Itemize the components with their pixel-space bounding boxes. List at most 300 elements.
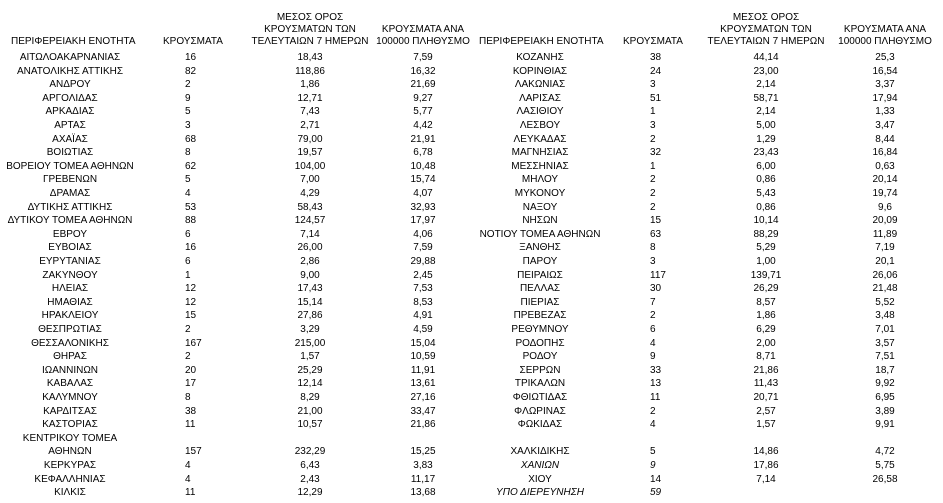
cases-cell: 33 [650, 364, 662, 376]
avg7-cell: 27,86 [297, 310, 323, 322]
rate-per-100k-cell: 32,93 [410, 201, 436, 213]
region-name-cell: ΡΕΘΥΜΝΟΥ [511, 324, 569, 335]
avg7-cell: 15,14 [297, 296, 323, 308]
cases-cell: 2 [185, 79, 191, 91]
cases-cell: 2 [650, 174, 656, 186]
avg7-cell: 8,71 [756, 351, 776, 363]
cases-cell: 2 [650, 188, 656, 199]
table-row [0, 364, 943, 377]
region-name-cell: ΗΛΕΙΑΣ [51, 283, 89, 295]
region-name-cell: ΜΗΛΟΥ [521, 174, 559, 186]
region-name-cell: ΛΑΡΙΣΑΣ [519, 92, 561, 104]
region-name-cell: ΛΑΣΙΘΙΟΥ [516, 106, 564, 118]
cases-cell: 117 [650, 269, 666, 281]
table-row [0, 160, 943, 173]
cases-cell: 4 [185, 460, 191, 471]
avg7-cell: 25,29 [297, 364, 323, 376]
table-row [0, 228, 943, 241]
region-name-cell: ΒΟΙΩΤΙΑΣ [46, 147, 94, 159]
cases-cell: 12 [185, 283, 197, 295]
region-name-cell: ΑΡΤΑΣ [54, 120, 86, 131]
rate-per-100k-cell: 13,61 [410, 378, 436, 390]
cases-cell: 3 [650, 256, 656, 267]
header-avg-left [245, 12, 375, 48]
cases-cell: 2 [185, 351, 191, 363]
table-row [0, 377, 943, 390]
avg7-cell: 9,00 [300, 269, 320, 281]
avg7-cell: 0,86 [756, 201, 776, 213]
table-row [0, 92, 943, 105]
cases-cell: 30 [650, 283, 662, 295]
avg7-cell: 19,57 [297, 147, 323, 159]
rate-per-100k-cell: 3,83 [413, 460, 433, 471]
avg7-cell: 6,43 [300, 460, 320, 471]
rate-per-100k-cell: 21,69 [410, 79, 436, 91]
header-region-line: ΠΕΡΙΦΕΡΕΙΑΚΗ ΕΝΟΤΗΤΑ [11, 36, 136, 47]
region-name-cell: ΚΟΖΑΝΗΣ [516, 52, 564, 63]
region-name-cell: ΘΕΣΣΑΛΟΝΙΚΗΣ [31, 337, 109, 349]
region-name-cell: ΒΟΡΕΙΟΥ ΤΟΜΕΑ ΑΘΗΝΩΝ [6, 160, 134, 172]
region-name-cell: ΧΑΛΚΙΔΙΚΗΣ [510, 446, 570, 458]
avg7-cell: 2,00 [756, 337, 776, 349]
avg7-cell: 1,86 [300, 79, 320, 91]
region-name-cell: ΗΜΑΘΙΑΣ [47, 296, 93, 308]
table-row [0, 146, 943, 159]
region-name-cell: ΕΒΡΟΥ [52, 228, 88, 240]
header-region-right [479, 36, 639, 48]
avg7-cell: 232,29 [294, 446, 326, 458]
table-row [0, 323, 943, 336]
region-name-cell: ΞΑΝΘΗΣ [519, 242, 561, 254]
header-rate-line-2: 100000 ΠΛΗΘΥΣΜΟ [376, 36, 470, 47]
cases-cell: 9 [650, 351, 656, 363]
region-name-cell: ΔΥΤΙΚΗΣ ΑΤΤΙΚΗΣ [27, 201, 113, 213]
rate-per-100k-cell: 3,57 [875, 337, 895, 349]
rate-per-100k-cell: 7,19 [875, 242, 895, 254]
rate-per-100k-cell: 15,04 [410, 337, 436, 349]
table-row [0, 78, 943, 91]
avg7-cell: 2,43 [300, 473, 320, 485]
rate-per-100k-cell: 26,06 [872, 269, 898, 281]
region-name-cell: ΓΡΕΒΕΝΩΝ [42, 174, 98, 186]
rate-per-100k-cell: 13,68 [410, 487, 436, 499]
cases-cell: 8 [185, 147, 191, 159]
cases-cell: 8 [650, 242, 656, 254]
rate-per-100k-cell: 6,95 [875, 392, 895, 403]
avg7-cell: 7,43 [300, 106, 320, 118]
region-name-cell: ΘΕΣΠΡΩΤΙΑΣ [38, 324, 102, 335]
cases-cell: 63 [650, 228, 662, 240]
header-region-left [11, 36, 171, 48]
header-avg-line-1: ΜΕΣΟΣ ΟΡΟΣ [732, 12, 800, 23]
region-name-cell: ΚΑΛΥΜΝΟΥ [42, 392, 98, 403]
rate-per-100k-cell: 9,27 [413, 92, 433, 104]
avg7-cell: 1,86 [756, 310, 776, 322]
cases-cell: 1 [650, 106, 656, 118]
rate-per-100k-cell: 16,32 [410, 65, 436, 77]
avg7-cell: 12,71 [297, 92, 323, 104]
rate-per-100k-cell: 5,77 [413, 106, 433, 118]
cases-cell: 24 [650, 65, 662, 77]
rate-per-100k-cell: 11,89 [872, 228, 898, 240]
region-name-cell: ΑΡΚΑΔΙΑΣ [45, 106, 95, 118]
avg7-cell: 215,00 [294, 337, 326, 349]
rate-per-100k-cell: 1,33 [875, 106, 895, 118]
region-name-cell: ΖΑΚΥΝΘΟΥ [42, 269, 98, 281]
cases-cell: 62 [185, 160, 197, 172]
cases-cell: 6 [185, 228, 191, 240]
region-name-cell: ΠΕΛΛΑΣ [519, 283, 561, 295]
avg7-cell: 1,29 [756, 133, 776, 145]
header-cases-right [618, 36, 688, 48]
region-name-cell: ΙΩΑΝΝΙΝΩΝ [41, 364, 99, 376]
rate-per-100k-cell: 7,01 [875, 324, 895, 335]
avg7-cell: 58,71 [753, 92, 779, 104]
region-name-cell: ΝΑΞΟΥ [522, 201, 558, 213]
cases-cell: 9 [185, 92, 191, 104]
avg7-cell: 139,71 [750, 269, 782, 281]
table-row [0, 119, 943, 132]
region-name-cell: ΝΟΤΙΟΥ ΤΟΜΕΑ ΑΘΗΝΩΝ [479, 228, 601, 240]
rate-per-100k-cell: 11,91 [410, 364, 436, 376]
region-name-cell: ΧΑΝΙΩΝ [520, 460, 560, 471]
table-row [0, 296, 943, 309]
header-rate-left [368, 24, 478, 48]
region-name-cell: ΠΡΕΒΕΖΑΣ [513, 310, 567, 322]
avg7-cell: 10,14 [753, 215, 779, 227]
region-name-cell: ΜΥΚΟΝΟΥ [514, 188, 566, 199]
table-row [0, 473, 943, 486]
region-name-cell: ΚΙΛΚΙΣ [54, 487, 86, 499]
rate-per-100k-cell: 27,16 [410, 392, 436, 403]
rate-per-100k-cell: 17,94 [872, 92, 898, 104]
avg7-cell: 4,29 [300, 188, 320, 199]
table-row [0, 418, 943, 431]
table-row [0, 405, 943, 418]
cases-cell: 38 [650, 52, 662, 63]
avg7-cell: 7,14 [300, 228, 320, 240]
rate-per-100k-cell: 7,59 [413, 52, 433, 63]
region-name-cell: ΑΝΑΤΟΛΙΚΗΣ ΑΤΤΙΚΗΣ [16, 65, 124, 77]
avg7-cell: 12,29 [297, 487, 323, 499]
cases-cell: 17 [185, 378, 197, 390]
rate-per-100k-cell: 5,75 [875, 460, 895, 471]
avg7-cell: 21,86 [753, 364, 779, 376]
avg7-cell: 23,00 [753, 65, 779, 77]
avg7-cell: 118,86 [295, 65, 325, 77]
region-name-cell: ΜΑΓΝΗΣΙΑΣ [511, 147, 569, 159]
cases-cell: 32 [650, 147, 662, 159]
region-name-cell: ΜΕΣΣΗΝΙΑΣ [511, 160, 569, 172]
avg7-cell: 21,00 [297, 405, 323, 417]
region-name-cell: ΕΥΡΥΤΑΝΙΑΣ [39, 256, 101, 267]
rate-per-100k-cell: 20,14 [872, 174, 898, 186]
cases-cell: 14 [650, 473, 662, 485]
avg7-cell: 20,71 [753, 392, 779, 403]
cases-cell: 15 [650, 215, 662, 227]
avg7-cell: 0,86 [756, 174, 776, 186]
header-avg-line-2: ΚΡΟΥΣΜΑΤΩΝ ΤΩΝ [720, 24, 812, 35]
rate-per-100k-cell: 7,53 [413, 283, 433, 295]
cases-cell: 3 [650, 120, 656, 131]
rate-per-100k-cell: 18,7 [875, 364, 895, 376]
header-avg-line-3: ΤΕΛΕΥΤΑΙΩΝ 7 ΗΜΕΡΩΝ [251, 36, 369, 47]
avg7-cell: 10,57 [297, 419, 323, 431]
avg7-cell: 12,14 [297, 378, 323, 390]
cases-cell: 13 [650, 378, 662, 390]
region-name-cell: ΠΑΡΟΥ [522, 256, 558, 267]
region-name-cell: ΦΛΩΡΙΝΑΣ [514, 405, 566, 417]
region-name-cell: ΠΕΙΡΑΙΩΣ [517, 269, 563, 281]
cases-cell: 8 [185, 392, 191, 403]
header-rate-line-1: ΚΡΟΥΣΜΑΤΑ ΑΝΑ [843, 24, 927, 35]
region-name-cell: ΚΕΡΚΥΡΑΣ [43, 460, 97, 471]
region-name-cell: ΥΠΟ ΔΙΕΡΕΥΝΗΣΗ [496, 487, 584, 499]
avg7-cell: 88,29 [753, 228, 779, 240]
region-name-cell: ΛΑΚΩΝΙΑΣ [514, 79, 566, 91]
region-name-cell: ΕΥΒΟΙΑΣ [48, 242, 92, 254]
table-row [0, 282, 943, 295]
avg7-cell: 17,86 [753, 460, 779, 471]
region-name-cell: ΣΕΡΡΩΝ [519, 364, 561, 376]
rate-per-100k-cell: 21,48 [872, 283, 898, 295]
cases-cell: 3 [185, 120, 191, 131]
region-name-cell: ΛΕΥΚΑΔΑΣ [513, 133, 567, 145]
cases-cell: 2 [650, 133, 656, 145]
table-row [0, 432, 943, 445]
avg7-cell: 26,00 [297, 242, 323, 254]
header-rate-line-2: 100000 ΠΛΗΘΥΣΜΟ [838, 36, 932, 47]
avg7-cell: 2,14 [756, 106, 776, 118]
region-name-cell: ΝΗΣΩΝ [522, 215, 558, 227]
rate-per-100k-cell: 2,45 [413, 269, 433, 281]
header-rate-right [829, 24, 941, 48]
rate-per-100k-cell: 20,09 [872, 215, 898, 227]
rate-per-100k-cell: 11,17 [410, 473, 436, 485]
header-cases-left [158, 36, 228, 48]
rate-per-100k-cell: 16,84 [872, 147, 898, 159]
cases-cell: 11 [185, 419, 196, 431]
table-row [0, 337, 943, 350]
avg7-cell: 1,57 [300, 351, 320, 363]
cases-cell: 3 [650, 79, 656, 91]
avg7-cell: 8,29 [300, 392, 320, 403]
rate-per-100k-cell: 9,6 [878, 201, 892, 213]
region-name-cell: ΦΩΚΙΔΑΣ [517, 419, 563, 431]
table-row [0, 486, 943, 499]
rate-per-100k-cell: 4,07 [413, 188, 433, 199]
region-name-cell: ΡΟΔΟΠΗΣ [515, 337, 565, 349]
header-cases-line: ΚΡΟΥΣΜΑΤΑ [163, 36, 223, 47]
rate-per-100k-cell: 33,47 [410, 405, 436, 417]
rate-per-100k-cell: 10,59 [410, 351, 436, 363]
cases-cell: 12 [185, 296, 197, 308]
cases-cell: 2 [185, 324, 191, 335]
avg7-cell: 79,00 [297, 133, 323, 145]
cases-cell: 4 [185, 473, 191, 485]
cases-cell: 9 [650, 460, 656, 471]
avg7-cell: 58,43 [297, 201, 323, 213]
region-name-cell: ΧΙΟΥ [528, 473, 552, 485]
cases-cell: 4 [650, 419, 656, 431]
header-avg-line-1: ΜΕΣΟΣ ΟΡΟΣ [276, 12, 344, 23]
avg7-cell: 8,57 [756, 296, 776, 308]
cases-cell: 7 [650, 296, 656, 308]
cases-cell: 167 [185, 337, 202, 349]
region-name-cell: ΛΕΣΒΟΥ [519, 120, 561, 131]
avg7-cell: 5,43 [756, 188, 776, 199]
cases-cell: 1 [185, 269, 191, 281]
rate-per-100k-cell: 5,52 [875, 296, 895, 308]
cases-cell: 68 [185, 133, 197, 145]
region-name-cell: ΑΡΓΟΛΙΔΑΣ [42, 92, 98, 104]
rate-per-100k-cell: 26,58 [872, 473, 898, 485]
rate-per-100k-cell: 15,74 [410, 174, 436, 186]
rate-per-100k-cell: 3,47 [875, 120, 895, 131]
region-name-cell: ΠΙΕΡΙΑΣ [520, 296, 560, 308]
avg7-cell: 23,43 [753, 147, 779, 159]
avg7-cell: 11,43 [753, 378, 779, 390]
avg7-cell: 104,00 [294, 160, 326, 172]
cases-cell: 53 [185, 201, 197, 213]
table-row [0, 51, 943, 64]
rate-per-100k-cell: 4,42 [413, 120, 433, 131]
cases-cell: 5 [185, 174, 191, 186]
table-row [0, 187, 943, 200]
header-rate-line-1: ΚΡΟΥΣΜΑΤΑ ΑΝΑ [381, 24, 465, 35]
avg7-cell: 1,57 [756, 419, 776, 431]
avg7-cell: 44,14 [753, 52, 779, 63]
avg7-cell: 7,00 [300, 174, 320, 186]
rate-per-100k-cell: 0,63 [875, 160, 895, 172]
rate-per-100k-cell: 6,78 [413, 147, 433, 159]
rate-per-100k-cell: 17,97 [410, 215, 436, 227]
table-row [0, 201, 943, 214]
region-name-cell: ΑΧΑΪΑΣ [52, 133, 88, 145]
cases-cell: 5 [185, 106, 191, 118]
cases-cell: 2 [650, 201, 656, 213]
avg7-cell: 26,29 [753, 283, 779, 295]
region-name-cell: ΑΘΗΝΩΝ [48, 446, 92, 458]
rate-per-100k-cell: 20,1 [875, 256, 895, 267]
region-name-cell: ΚΟΡΙΝΘΙΑΣ [512, 65, 568, 77]
avg7-cell: 1,00 [756, 256, 776, 267]
rate-per-100k-cell: 7,59 [413, 242, 433, 254]
table-row [0, 391, 943, 404]
rate-per-100k-cell: 3,37 [875, 79, 895, 91]
region-name-cell: ΚΑΡΔΙΤΣΑΣ [43, 405, 97, 417]
rate-per-100k-cell: 4,91 [413, 310, 433, 322]
table-row [0, 241, 943, 254]
region-name-cell: ΘΗΡΑΣ [53, 351, 87, 363]
table-row [0, 105, 943, 118]
rate-per-100k-cell: 4,72 [875, 446, 895, 458]
cases-cell: 4 [185, 188, 191, 199]
table-row [0, 309, 943, 322]
rate-per-100k-cell: 7,51 [875, 351, 895, 363]
table-row [0, 65, 943, 78]
cases-cell: 59 [650, 487, 662, 499]
rate-per-100k-cell: 3,89 [875, 405, 895, 417]
cases-cell: 6 [185, 256, 191, 267]
rate-per-100k-cell: 4,06 [413, 228, 433, 240]
table-row [0, 459, 943, 472]
region-name-cell: ΑΝΔΡΟΥ [49, 79, 91, 91]
avg7-cell: 5,29 [756, 242, 776, 254]
header-avg-line-2: ΚΡΟΥΣΜΑΤΩΝ ΤΩΝ [264, 24, 356, 35]
rate-per-100k-cell: 10,48 [410, 160, 436, 172]
region-name-cell: ΚΑΒΑΛΑΣ [46, 378, 94, 390]
cases-cell: 16 [185, 52, 197, 63]
cases-cell: 1 [650, 160, 656, 172]
cases-cell: 88 [185, 215, 197, 227]
cases-cell: 82 [185, 65, 197, 77]
header-avg-right [701, 12, 831, 48]
cases-cell: 51 [650, 92, 662, 104]
header-cases-line: ΚΡΟΥΣΜΑΤΑ [623, 36, 683, 47]
cases-cell: 157 [185, 446, 202, 458]
rate-per-100k-cell: 25,3 [875, 52, 895, 63]
region-name-cell: ΑΙΤΩΛΟΑΚΑΡΝΑΝΙΑΣ [19, 52, 121, 63]
cases-cell: 4 [650, 337, 656, 349]
table-row [0, 133, 943, 146]
avg7-cell: 6,29 [756, 324, 776, 335]
rate-per-100k-cell: 19,74 [872, 188, 898, 199]
avg7-cell: 6,00 [756, 160, 776, 172]
cases-cell: 2 [650, 310, 656, 322]
avg7-cell: 7,14 [756, 473, 776, 485]
table-row [0, 445, 943, 458]
table-row [0, 255, 943, 268]
cases-cell: 5 [650, 446, 656, 458]
avg7-cell: 14,86 [753, 446, 779, 458]
rate-per-100k-cell: 29,88 [410, 256, 436, 267]
region-name-cell: ΗΡΑΚΛΕΙΟΥ [41, 310, 99, 322]
region-name-cell: ΚΑΣΤΟΡΙΑΣ [42, 419, 98, 431]
rate-per-100k-cell: 4,59 [413, 324, 433, 335]
avg7-cell: 17,43 [297, 283, 323, 295]
avg7-cell: 18,43 [297, 52, 323, 63]
header-avg-line-3: ΤΕΛΕΥΤΑΙΩΝ 7 ΗΜΕΡΩΝ [707, 36, 825, 47]
region-name-cell: ΦΘΙΩΤΙΔΑΣ [512, 392, 568, 403]
avg7-cell: 5,00 [756, 120, 776, 131]
rate-per-100k-cell: 15,25 [410, 446, 436, 458]
header-region-line: ΠΕΡΙΦΕΡΕΙΑΚΗ ΕΝΟΤΗΤΑ [479, 36, 604, 47]
region-name-cell: ΤΡΙΚΑΛΩΝ [514, 378, 566, 390]
cases-cell: 16 [185, 242, 197, 254]
table-row [0, 269, 943, 282]
region-name-cell: ΔΡΑΜΑΣ [49, 188, 91, 199]
avg7-cell: 124,57 [294, 215, 326, 227]
cases-cell: 20 [185, 364, 197, 376]
rate-per-100k-cell: 3,48 [875, 310, 895, 322]
rate-per-100k-cell: 16,54 [872, 65, 898, 77]
cases-cell: 15 [185, 310, 197, 322]
region-name-cell: ΔΥΤΙΚΟΥ ΤΟΜΕΑ ΑΘΗΝΩΝ [7, 215, 133, 227]
rate-per-100k-cell: 8,44 [875, 133, 895, 145]
rate-per-100k-cell: 9,91 [875, 419, 895, 431]
region-name-cell: ΚΕΦΑΛΛΗΝΙΑΣ [34, 473, 106, 485]
cases-cell: 11 [185, 487, 196, 499]
rate-per-100k-cell: 8,53 [413, 296, 433, 308]
avg7-cell: 2,14 [756, 79, 776, 91]
cases-cell: 2 [650, 405, 656, 417]
cases-cell: 38 [185, 405, 197, 417]
avg7-cell: 2,57 [756, 405, 776, 417]
rate-per-100k-cell: 21,86 [410, 419, 436, 431]
cases-cell: 11 [650, 392, 661, 403]
rate-per-100k-cell: 21,91 [410, 133, 436, 145]
